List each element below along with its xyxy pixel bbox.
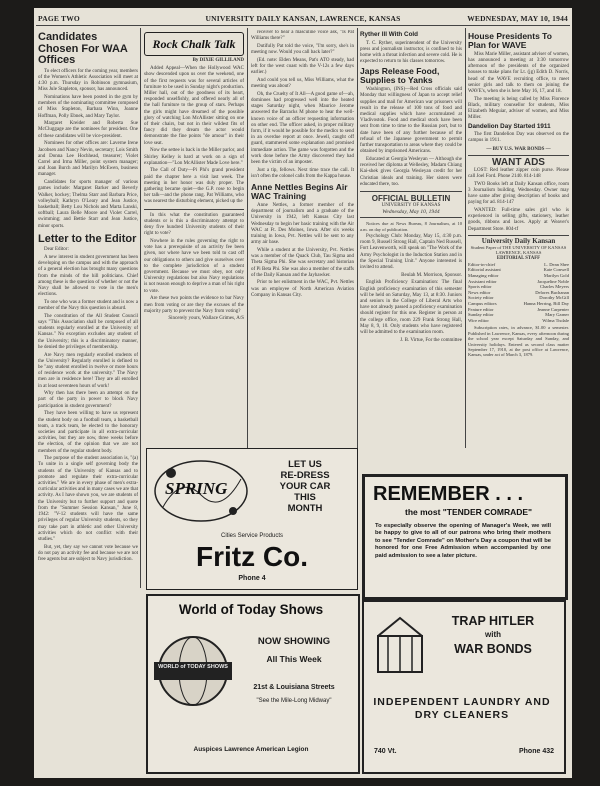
column-para: (Ed. note: Elden Means, Pat's ATO steady, had left for the west coast with the V-12s a few days earlier.) <box>251 57 354 76</box>
staff-person: Mary Garner <box>545 312 569 318</box>
want-ads-title: WANT ADS <box>468 155 569 168</box>
bulletin-para: Beulah M. Morrison, Sponsor. <box>401 272 462 278</box>
column-4 <box>360 30 462 450</box>
staff-role: Campus editors <box>468 301 497 306</box>
page-number: PAGE TWO <box>38 14 80 23</box>
redress-line: RE-DRESS <box>280 470 330 481</box>
masthead-rule <box>36 25 570 26</box>
article-para: Educated at Georgia Wesleyan — Although she received her diploma at Wellesley, Madam Chiang Kai-shek gives Georgia Wesleyan credit for her Christian ideals and training. Her sisters were educated there, too. <box>360 157 462 187</box>
rock-chalk-title: Rock Chalk Talk <box>152 36 236 51</box>
now-showing: NOW SHOWING <box>257 636 331 647</box>
column-rule <box>465 28 466 448</box>
column-para: Oh, the Cruelty of It All—A good game of—ah, dominoes had progressed well into the heated stages Saturday night, when Maurice Jerome answered the Barracks M phone to hear the well-known voice of an officer requesting information on other end. The officer asked, in proper military form, if it would be possible for the medics to send in an overdue report at once. Jewell, caught off guard, stammered some explanation and promised immediate action. The game was forgotten and the work done before the Army discovered they had been the victim of an imposter. <box>251 91 354 166</box>
udk-title: University Daily Kansan <box>481 236 556 245</box>
japs-headline: Japs Release Food, Supplies to Yanks <box>360 66 440 86</box>
column-1 <box>38 30 138 770</box>
trap-block <box>428 614 558 656</box>
article-para: Candidates for sports manager of various games include: Margaret Barker and Beverly Walker, hockey; Thelma Starr and Barbara Price, volleyball; Kathryn O'Leary and Jean Justice, basketball; Betty Lou Nichols and Marta Lanski, softball; Laura Belle Moore and Violet Carrel, swimming; and Bettie Starr and Jean Justice, minor sports. <box>38 180 138 229</box>
bulletin-note: Notices due at News Bureau, 8 Journalism, at 10 a.m. on day of publication. <box>360 221 462 232</box>
letter-para: Are Navy men regularly enrolled students of the University? Regularly enrolled is defined to be "any student enrolled in twelve or more hours of residence work at the university." The Navy men are in residence here! They are all enrolled in at least seventeen hours of work! <box>38 352 138 389</box>
want-ad: WANTED: Full-time sales girl who is experienced in selling gifts, stationery, leather goods, ribbons and laces. Apply at Weaver's Department Store. 804-tf <box>468 208 569 232</box>
article-para: Prior to her enlistment in the WAC, Pvt. Nettles was an employee of North American Aviation Company in Kansas City. <box>251 280 354 298</box>
subscription-note: Subscription rates, in advance, $1.00 a semester. Published in Lawrence, Kansas, every afternoon during the school year except Saturday and Sunday, and University holidays. Entered as second class matter September 17, 1910, at the post office at Lawrence, Kansas, under act of March 3, 1879. <box>468 325 569 358</box>
bulletin-para: Psychology Club: Monday, May 15, 4:30 p.m. room 9, Russell Strong Hall, Captain Ned Russell, Fort Leavenworth, will speak on "The Work of the Army Psychologist in the Induction Station and in the Special Training Unit." Anyone interested is invited to attend. <box>360 233 462 270</box>
column-rule <box>357 28 358 448</box>
letter-para: The purpose of the student association is, "(a) To unite in a single self governing body the students of the University of Kansas and to promote and regulate their extra-curricular activities." We are in every phase of men's extra-curricular activities and in many cases we are that activity. As I have shown you, we are students of the University but to further support and quote from the "Summer Session Kansan," June 8, 1942: "V-12 students will have the same privileges of regular University students, so they may take part in athletic and other University activities which do not conflict with their studies." <box>38 456 138 542</box>
letter-para: Dear Editor: <box>44 247 69 253</box>
column-5 <box>468 30 569 450</box>
anne-headline: Anne Nettles Begins Air WAC Training <box>251 182 348 202</box>
shows-address: 21st & Louisiana Streets <box>253 684 335 691</box>
shows-ad <box>146 594 360 774</box>
remember-subtitle: the most "TENDER COMRADE" <box>405 507 533 517</box>
staff-person: Jacqueline Noble <box>537 278 569 284</box>
spring-word: SPRING <box>165 479 228 498</box>
staff-role: Society editor <box>468 295 494 301</box>
fritz-name: Fritz Co. <box>196 541 308 572</box>
byline: By DIXIE GILLILAND <box>192 58 244 63</box>
staff-person: Dorothy McGill <box>539 295 569 301</box>
column-rule <box>140 28 141 588</box>
shows-auspices: Auspices Lawrence American Legion <box>193 746 309 753</box>
staff-role: Wire editor <box>468 317 489 323</box>
udk-subtitle: Student Paper of THE UNIVERSITY OF KANSAS <box>470 244 567 250</box>
bulletin-header <box>360 191 462 218</box>
article-para: Miss Marie Miller, assistant adviser of women, has announced a meeting at 3:30 tomorrow afternoon of the presidents of the organized houses to make plans for Lt. (jg) Edith D. Norris, head of the WAVE recruiting office, to meet senior girls and talk to them on joining the WAVE's, when she is here May 16, 17, and 18. <box>468 51 569 95</box>
staff-person: Kate Conwell <box>543 267 569 273</box>
article-para: Washington, (INS)—Red Cross officials said Monday that willingness of Japan to accept relief supplies and mail for American war prisoners will result in the release of 100 tons of food and medical supplies which have accumulated at Vladivostok. Food and medical stock have been sent from time to time to the Russian port, but to date have been of any further because of the refusal of the Japanese government to permit further transportation to areas where they could be obtained by imprisoned Americans. <box>360 87 462 155</box>
dandelion-headline: Dandelion Day Started 1911 <box>468 122 551 130</box>
all-week: All This Week <box>266 654 322 664</box>
letter-cont-para: Are these two points the evidence to bar Navy men from voting or are they the excuses of the majority party to prevent the Navy from voting? <box>144 296 244 314</box>
article-para: The first Dandelion Day was observed on the campus in 1911. <box>468 132 569 144</box>
letter-para: The constitution of the All Student Council says "This Association shall be composed of all students regularly enrolled at the University of Kansas." No exception excludes any student of the University; this is a discriminatory manner, he denied the privileges of membership. <box>38 313 138 350</box>
article-para: Anne Nettles, a former member of the department of journalism and a graduate of the University in 1942, left Kansas City last Wednesday to begin her basic training with the Air WAC at Ft. Des Moines, Iowa. After six weeks training in Iowa, Pvt. Nettles will be sent to any army air base. <box>251 203 354 246</box>
rock-chalk-banner <box>144 32 244 56</box>
laundry-name: INDEPENDENT LAUNDRY AND DRY CLEANERS <box>373 696 551 721</box>
column-para: Dutifully Pat told the voice, "I'm sorry, she's in meeting now. Would you call back later?" <box>251 43 354 56</box>
article-para: Nominees for other offices are: Laverne Irene Jacobsen and Nancy Nevin, secretary; Lois Smith and Donna Lee Hochhead, treasurer; Violet Carrel and Irma Miller, point system manager; and Joan Burch and Marilyn McEwen, business manager. <box>38 141 138 178</box>
letter-para: To one who was a former student and is now a member of the Navy this question is absurd. <box>38 299 138 312</box>
staff-person: L. Dean Shee <box>544 261 569 267</box>
remember-title: REMEMBER . . . <box>373 483 524 505</box>
masthead <box>34 8 572 24</box>
staff-role: Editorial assistant <box>468 267 501 273</box>
letter-cont-para: Nowhere in the rules governing the right to vote has a prerequisite of an activity fee been given, nor where have we been told to cast off our obligations to others and give ourselves over to the complete jurisdiction of a student government. Because we must obey, not only University regulations but also Navy regulations is not reason enough to deprive a man of his right to vote. <box>144 238 244 294</box>
redress-block <box>257 459 353 514</box>
war-bonds-line: — BUY U.S. WAR BONDS — <box>486 146 551 152</box>
column-para: And could you tell us, Miss Williams, what the meeting was about? <box>251 77 354 90</box>
issue-date: WEDNESDAY, MAY 10, 1944 <box>467 14 568 23</box>
staff-person: Marilyn Gold <box>543 273 569 279</box>
letter-para: But, yet, they say we cannot vote because we do not pay an activity fee and because we are not free agents but are subject to Navy jurisdiction. <box>38 544 138 563</box>
remember-ad <box>362 474 568 600</box>
bulletin-para: English Proficiency Examination: The final English proficiency examination of this semester will be held on Saturday, May 13, at 8:30. Juniors and seniors in the College of Liberal Arts who have not already passed a proficiency examination should register for this one. Register in person at the college office, room 229 Frank Strong Hall, May 8, 9, 10. Only students who have registered will be admitted to the examination room. <box>360 280 462 335</box>
shows-motto: "See the Mile-Long Midway" <box>256 698 332 704</box>
letter-para: They have been willing to have us represent the student body on a football team, a basketball team, a track team, be elected to the honorary societies and participate in all extra-curricular activities, but they are now, three weeks before the election, of the opinion that we are not members of the regular student body. <box>38 411 138 454</box>
fritz-ad <box>146 448 358 590</box>
column-para: Added Appeal—When the Hollywood WAC show descended upon us over the weekend, one of the first requests was for several articles of furniture to be used in Sunday night's production. Miller hall, out of the goodness of its heart, responded unselfishly, and offered nearly all of the hall furniture to the group of stars. Perhaps the girls might have dreamed of the possible glory of watching Lon McAllister sitting on one of their chairs, but not in their wildest fits of fancy did they dream the actor would demonstrate the fine points "de amour" in their love seat. <box>144 66 244 146</box>
trap-line: WAR BONDS <box>454 642 532 656</box>
article-para: To elect officers for the coming year, members of the Women's Athletic Association will meet at 4:30 p.m. Thursday in Robinson gymnasium, Miss Jule Stapleton, sponsor, has announced. <box>38 68 138 93</box>
staff-list <box>468 262 569 324</box>
udk-staff-box <box>468 235 569 358</box>
ryther-headline: Ryther Ill With Cold <box>360 31 419 38</box>
article-para: While a student at the University, Pvt. Nettles was a member of the Quack Club, Tau Sigma and Theta Sigma Phi. She was secretary and historian of Pi Beta Phi. She was also a member of the staffs of the Daily Kansan and the Jayhawker. <box>251 247 354 278</box>
redress-line: YOUR CAR <box>279 481 331 492</box>
staff-row <box>468 318 569 324</box>
waa-headline: Candidates Chosen For WAA Offices <box>38 31 128 67</box>
staff-title: EDITORIAL STAFF <box>496 255 541 261</box>
letter-cont-para: In this what the constitution guaranteed students or is this a discriminatory attempt to deny five hundred University students of their right to vote? <box>144 212 244 237</box>
staff-role: Feature editor <box>468 306 494 312</box>
article-para: The meeting is being called by Miss Florence Black, military counsellor for students, Miss Elizabeth Meguiar, adviser of women, and Miss Miller. <box>468 96 569 121</box>
article-para: Margaret Kreider and Roberta Sue McCluggage are the nominees for president. One of these candidates will be vice-president. <box>38 121 138 139</box>
remember-body: To especially observe the opening of Manager's Week, we will be happy to give to all of our patrons who bring their mothers to see "Tender Comrade" on Mother's Day a coupon that will be honored for one Free Admission when accompanied by one paid admission to see a later picture. <box>375 523 551 559</box>
trap-line: with <box>485 630 501 639</box>
column-3 <box>251 30 354 450</box>
column-para: Just a tip, fellows. Next time trace the call. It isn't often the colonel calls from the Kappa house. <box>251 167 354 179</box>
staff-role: News editor <box>468 289 491 295</box>
bulletin-subtitle: UNIVERSITY OF KANSAS <box>381 203 441 209</box>
fritz-phone: Phone 4 <box>238 575 266 582</box>
staff-role: Sports editor <box>468 284 492 290</box>
letter-para: Why then has there been an attempt on the part of the party in power to block Navy participation in student government? <box>38 391 138 409</box>
newspaper-page <box>34 8 572 778</box>
laundry-phone: Phone 432 <box>518 748 554 755</box>
laundry-ad <box>362 600 566 774</box>
trap-icon <box>372 614 428 678</box>
staff-person: Hanna Herring, Bill Day <box>523 301 569 306</box>
trap-line: TRAP HITLER <box>451 614 535 628</box>
staff-person: Charles Meyers <box>540 284 569 290</box>
globe-label: WORLD of TODAY SHOWS <box>158 664 228 670</box>
column-para: The Call of Duty—Pi Phi's grand president paid the chapter here a visit last week. The meeting in her honor was duly proper. The gathering became quiet—the G.P. rose to begin her talk—and the phone rang. Pat Williams, who was nearest the disturbing element, picked up the <box>144 168 244 205</box>
staff-person: Delores Buchanan <box>535 289 569 295</box>
shows-title: World of Today Shows <box>178 602 324 617</box>
want-ad: LOST: Red leather zipper coin purse. Please call Joel Ford. Phone 2140. 814-148 <box>468 167 569 179</box>
staff-role: Assistant editor <box>468 278 497 284</box>
article-para: T. C. Ryther, superintendent of the University press and journalism instructor, is confined to his home with a throat infection and severe cold. He is expected to return to his classes tomorrow. <box>360 40 462 65</box>
letter-headline: Letter to the Editor <box>38 232 137 245</box>
redress-line: THIS <box>294 492 316 503</box>
staff-role: Editor-in-chief <box>468 261 496 267</box>
laundry-address: 740 Vt. <box>374 748 397 755</box>
letter-signature: Sincerely yours, Wallace Grimes, A/S <box>168 316 244 322</box>
want-ad: TWO Books left at Daily Kansan office, room 3 Journalism building, Wednesday. Owner may have same after giving description of books and paying for ad. 814-147 <box>468 181 569 206</box>
paper-title: UNIVERSITY DAILY KANSAN, LAWRENCE, KANSAS <box>205 14 401 23</box>
column-para: Now the settee is back in the Miller parlor, and Shirley Kelley is hard at work on a sign of explanation—"Lon McAllister Made Love here." <box>144 148 244 166</box>
staff-person: Jeanne Carpenter <box>537 306 569 312</box>
staff-role: Managing editor <box>468 273 499 279</box>
redress-line: MONTH <box>287 503 323 514</box>
bulletin-title: OFFICIAL BULLETIN <box>371 194 451 204</box>
staff-person: Wilma Tisdale <box>542 317 569 323</box>
bulletin-date: Wednesday, May 10, 1944 <box>382 209 440 216</box>
letter-para: A new interest in student government has been developing on the campus and with the approach of a general election has brought many questions from the minds of the hill politicians. Chief among these is the question of whether or not the Navy shall be allowed to vote in the men's elections. <box>38 254 138 298</box>
article-para: Nominations have been posted in the gym by members of the nominating committee composed of Miss Stapleton, Barbara Winn, Joanne Hoffman, Polly Ebnek, and Mary Taylor. <box>38 94 138 119</box>
column-para: receiver to hear a masculine voice ask, "Is Pat Williams there?" <box>251 30 354 42</box>
udk-place: LAWRENCE, KANSAS <box>495 250 542 256</box>
globe-icon <box>154 632 232 710</box>
redress-line: LET US <box>288 459 322 470</box>
presidents-headline: House Presidents To Plan for WAVE <box>468 31 552 50</box>
divider <box>144 209 244 210</box>
staff-role: Sunday editor <box>468 312 494 318</box>
cities-service: Cities Service Products <box>220 533 284 539</box>
bulletin-para: J. B. Virtue, For the committee <box>400 337 462 343</box>
